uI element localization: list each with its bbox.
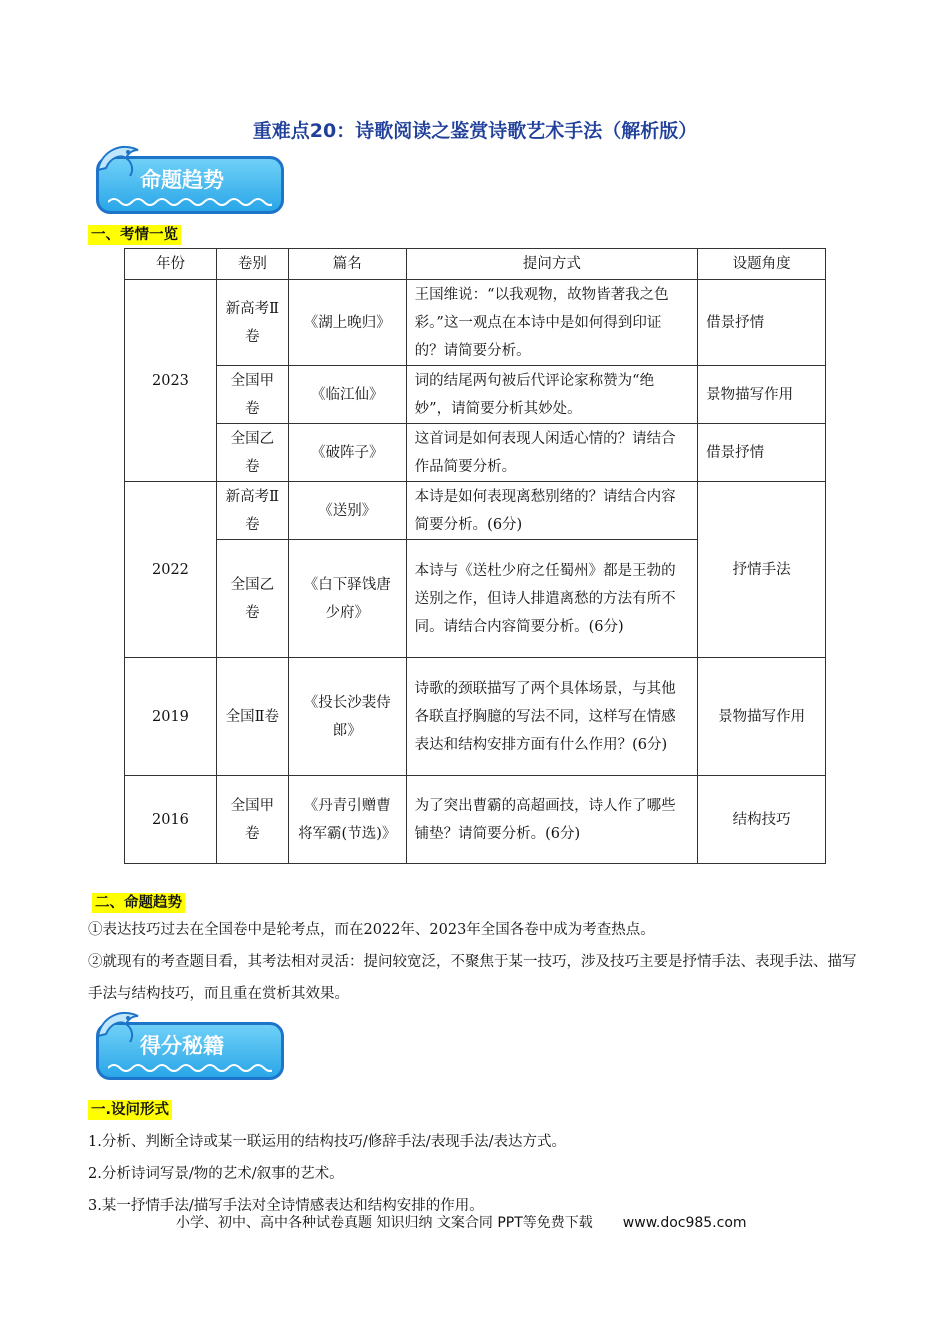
cell-year: 2022 — [125, 482, 217, 658]
table-row — [125, 366, 826, 424]
table-row — [125, 482, 826, 540]
cell-angle: 景物描写作用 — [698, 658, 826, 776]
wave-decoration — [108, 1062, 272, 1074]
cell-paper: 全国甲卷 — [216, 776, 288, 864]
cell-paper: 全国乙卷 — [216, 540, 288, 658]
cell-title: 《投长沙裴侍郎》 — [288, 658, 406, 776]
header-paper: 卷别 — [216, 249, 288, 280]
exam-table — [124, 248, 826, 864]
cell-angle: 借景抒情 — [698, 280, 826, 366]
form-item-2: 2.分析诗词写景/物的艺术/叙事的艺术。 — [88, 1166, 344, 1182]
table-row — [125, 280, 826, 366]
header-angle: 设题角度 — [698, 249, 826, 280]
cell-question: 王国维说：“以我观物，故物皆著我之色彩。”这一观点在本诗中是如何得到印证的？请简要分析。 — [406, 280, 698, 366]
section-badge-trend — [92, 140, 288, 220]
cell-paper: 新高考Ⅱ卷 — [216, 482, 288, 540]
cell-question: 诗歌的颈联描写了两个具体场景，与其他各联直抒胸臆的写法不同，这样写在情感表达和结构安排方面有什么作用？(6分) — [406, 658, 698, 776]
header-title: 篇名 — [288, 249, 406, 280]
cell-paper: 全国Ⅱ卷 — [216, 658, 288, 776]
page-footer — [176, 1212, 747, 1232]
cell-question: 本诗是如何表现离愁别绪的？请结合内容简要分析。(6分) — [406, 482, 698, 540]
page-title: 重难点20：诗歌阅读之鉴赏诗歌艺术手法（解析版） — [252, 120, 698, 142]
form-item-3: 3.某一抒情手法/描写手法对全诗情感表达和结构安排的作用。 — [88, 1198, 484, 1214]
cell-title: 《临江仙》 — [288, 366, 406, 424]
section-heading-overview: 一、考情一览 — [88, 225, 181, 245]
table-row — [125, 776, 826, 864]
cell-title: 《破阵子》 — [288, 424, 406, 482]
cell-title: 《丹青引赠曹将军霸(节选)》 — [288, 776, 406, 864]
trend-point-2: ②就现有的考查题目看，其考法相对灵活：提问较宽泛，不聚焦于某一技巧，涉及技巧主要是抒情手法、表现手法、描写手法与结构技巧，而且重在赏析其效果。 — [88, 954, 857, 1002]
cell-paper: 全国乙卷 — [216, 424, 288, 482]
badge-label: 命题趋势 — [140, 168, 224, 192]
table-header-row — [125, 249, 826, 280]
section-badge-tips — [92, 1006, 288, 1086]
header-year: 年份 — [125, 249, 217, 280]
cell-angle: 景物描写作用 — [698, 366, 826, 424]
trend-point-1: ①表达技巧过去在全国卷中是轮考点，而在2022年、2023年全国各卷中成为考查热点。 — [88, 922, 655, 938]
cell-year: 2019 — [125, 658, 217, 776]
section-heading-trend: 二、命题趋势 — [92, 893, 185, 913]
cell-paper: 新高考Ⅱ卷 — [216, 280, 288, 366]
table-row — [125, 658, 826, 776]
cell-year: 2016 — [125, 776, 217, 864]
cell-question: 词的结尾两句被后代评论家称赞为“绝妙”，请简要分析其妙处。 — [406, 366, 698, 424]
cell-angle: 结构技巧 — [698, 776, 826, 864]
footer-text: 小学、初中、高中各种试卷真题 知识归纳 文案合同 PPT等免费下载 — [176, 1215, 593, 1231]
table-row — [125, 424, 826, 482]
cell-title: 《白下驿饯唐少府》 — [288, 540, 406, 658]
cell-year: 2023 — [125, 280, 217, 482]
cell-question: 为了突出曹霸的高超画技，诗人作了哪些铺垫？请简要分析。(6分) — [406, 776, 698, 864]
header-question: 提问方式 — [406, 249, 698, 280]
cell-question: 本诗与《送杜少府之任蜀州》都是王勃的送别之作，但诗人排遣离愁的方法有所不同。请结合内容简要分析。(6分) — [406, 540, 698, 658]
badge-label: 得分秘籍 — [140, 1034, 224, 1058]
footer-url[interactable]: www.doc985.com — [622, 1215, 747, 1231]
cell-title: 《送别》 — [288, 482, 406, 540]
cell-angle: 抒情手法 — [698, 482, 826, 658]
cell-angle: 借景抒情 — [698, 424, 826, 482]
form-item-1: 1.分析、判断全诗或某一联运用的结构技巧/修辞手法/表现手法/表达方式。 — [88, 1134, 566, 1150]
cell-title: 《湖上晚归》 — [288, 280, 406, 366]
wave-decoration — [108, 196, 272, 208]
section-heading-forms: 一.设问形式 — [88, 1100, 172, 1120]
cell-paper: 全国甲卷 — [216, 366, 288, 424]
cell-question: 这首词是如何表现人闲适心情的？请结合作品简要分析。 — [406, 424, 698, 482]
